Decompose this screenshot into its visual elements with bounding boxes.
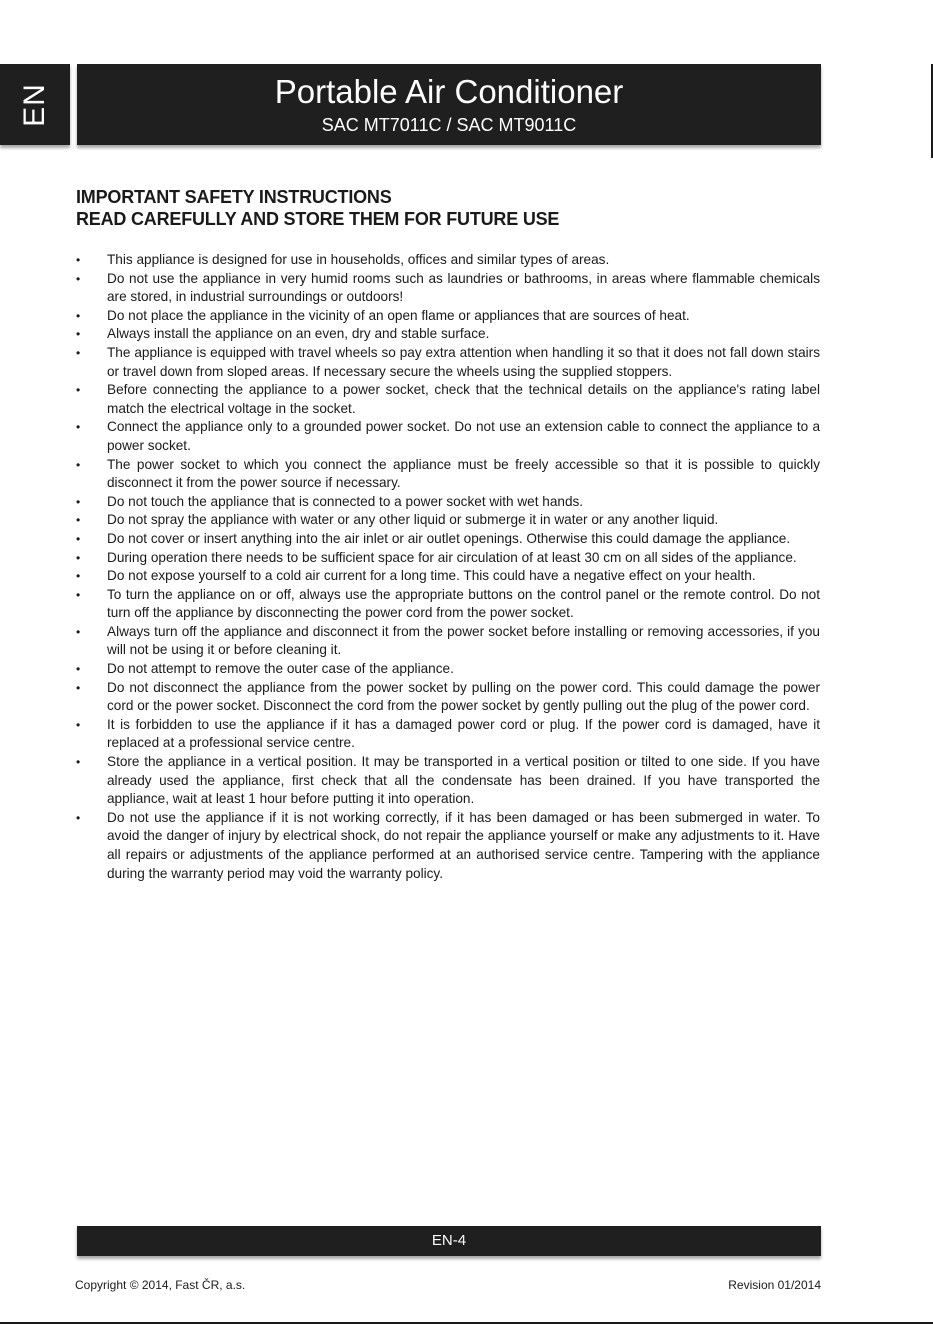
- safety-instructions-list: [76, 251, 820, 883]
- list-item-text: Do not touch the appliance that is connected to a power socket with wet hands.: [107, 493, 584, 509]
- list-item-text: Do not expose yourself to a cold air current for a long time. This could have a negative effect on your health.: [107, 568, 756, 584]
- list-item-text: Do not cover or insert anything into the air inlet or air outlet openings. Otherwise this could damage the appliance.: [107, 530, 791, 546]
- page-number-bar: [77, 1226, 821, 1256]
- title-banner: [77, 64, 821, 145]
- list-item: [76, 679, 820, 716]
- list-item-text: Do not use the appliance in very humid rooms such as laundries or bathrooms, in areas where flammable chemicals are stored, in industrial surroundings or outdoors!: [107, 270, 820, 305]
- list-item: [76, 511, 820, 530]
- bullet-icon: •: [76, 308, 81, 323]
- section-subheading: READ CAREFULLY AND STORE THEM FOR FUTURE USE: [76, 209, 560, 229]
- list-item-text: Connect the appliance only to a grounded power socket. Do not use an extension cable to connect the appliance to a power socket.: [107, 419, 820, 453]
- bullet-icon: •: [76, 680, 81, 695]
- bullet-icon: •: [76, 457, 81, 472]
- list-item: [76, 307, 820, 326]
- section-heading: IMPORTANT SAFETY INSTRUCTIONS: [76, 187, 392, 207]
- language-tab: [0, 64, 70, 145]
- list-item: [76, 344, 820, 381]
- list-item-text: Do not place the appliance in the vicinity of an open flame or appliances that are sources of heat.: [107, 307, 690, 323]
- list-item: [76, 270, 820, 307]
- bullet-icon: •: [76, 253, 81, 267]
- copyright-notice: Copyright © 2014, Fast ČR, a.s.: [75, 1278, 246, 1292]
- list-item-text: Store the appliance in a vertical position. It may be transported in a vertical position or tilted to one side. If you have already used the appliance, first check that all the condensate has been drained. If you have transported the appliance, wait at least 1 hour before putting it into operation.: [107, 754, 820, 807]
- bullet-icon: •: [76, 420, 81, 435]
- list-item: [76, 549, 820, 568]
- list-item: [76, 381, 820, 418]
- list-item-text: This appliance is designed for use in households, offices and similar types of areas.: [107, 252, 610, 267]
- bullet-icon: •: [76, 624, 81, 639]
- list-item-text: Do not attempt to remove the outer case of the appliance.: [107, 661, 454, 677]
- bullet-icon: •: [76, 383, 81, 398]
- bullet-icon: •: [76, 717, 81, 732]
- list-item: [76, 716, 820, 753]
- bullet-icon: •: [76, 327, 81, 342]
- bullet-icon: •: [76, 494, 81, 509]
- list-item: [76, 753, 820, 809]
- list-item: [76, 251, 820, 270]
- bullet-icon: •: [76, 587, 81, 602]
- bullet-icon: •: [76, 531, 81, 546]
- list-item-text: To turn the appliance on or off, always use the appropriate buttons on the control panel or the remote control. Do not turn off the appliance by disconnecting the power cord from the power socket.: [107, 586, 820, 621]
- list-item: [76, 809, 820, 883]
- list-item: [76, 456, 820, 493]
- list-item-text: Always install the appliance on an even, dry and stable surface.: [107, 326, 490, 342]
- model-numbers: SAC MT7011C / SAC MT9011C: [321, 115, 577, 135]
- list-item: [76, 623, 820, 660]
- bullet-icon: •: [76, 271, 81, 286]
- page-title: Portable Air Conditioner: [274, 73, 624, 110]
- list-item: [76, 586, 820, 623]
- list-item: [76, 660, 820, 679]
- list-item-text: The appliance is equipped with travel wheels so pay extra attention when handling it so that it does not fall down stairs or travel down from sloped areas. If necessary secure the wheels using the supplied stoppers.: [107, 344, 820, 379]
- list-item: [76, 530, 820, 549]
- list-item-text: Before connecting the appliance to a power socket, check that the technical details on the appliance's rating label match the electrical voltage in the socket.: [107, 382, 820, 416]
- bullet-icon: •: [76, 513, 81, 528]
- list-item-text: During operation there needs to be sufficient space for air circulation of at least 30 cm on all sides of the appliance.: [107, 549, 797, 565]
- list-item: [76, 493, 820, 512]
- bullet-icon: •: [76, 810, 81, 825]
- bullet-icon: •: [76, 550, 81, 565]
- list-item-text: Do not use the appliance if it is not working correctly, if it has been damaged or has been submerged in water. To avoid the danger of injury by electrical shock, do not repair the appliance yourself or make any adjustments to it. Have all repairs or adjustments of the appliance performed at an authorised service centre. Tampering with the appliance during the warranty period may void the warranty policy.: [107, 809, 820, 881]
- language-tab-label: EN: [18, 82, 51, 127]
- bullet-icon: •: [76, 345, 81, 360]
- list-item-text: Do not disconnect the appliance from the power socket by pulling on the power cord. This could damage the power cord or the power socket. Disconnect the cord from the power socket by gently pulling out the plug of the power cord.: [107, 679, 820, 714]
- list-item: [76, 325, 820, 344]
- section-headings: [76, 186, 820, 230]
- list-item-text: It is forbidden to use the appliance if it has a damaged power cord or plug. If the power cord is damaged, have it replaced at a professional service centre.: [107, 716, 820, 751]
- list-item-text: Always turn off the appliance and disconnect it from the power socket before installing or removing accessories, if you will not be using it or before cleaning it.: [107, 623, 820, 658]
- bullet-icon: •: [76, 755, 81, 770]
- page-number: EN-4: [431, 1232, 467, 1249]
- list-item-text: Do not spray the appliance with water or any other liquid or submerge it in water or any another liquid.: [107, 512, 719, 528]
- list-item: [76, 418, 820, 455]
- revision-label: Revision 01/2014: [728, 1278, 821, 1292]
- bullet-icon: •: [76, 569, 81, 584]
- bullet-icon: •: [76, 662, 81, 677]
- list-item-text: The power socket to which you connect the appliance must be freely accessible so that it is possible to quickly disconnect it from the power source if necessary.: [107, 456, 820, 491]
- list-item: [76, 567, 820, 586]
